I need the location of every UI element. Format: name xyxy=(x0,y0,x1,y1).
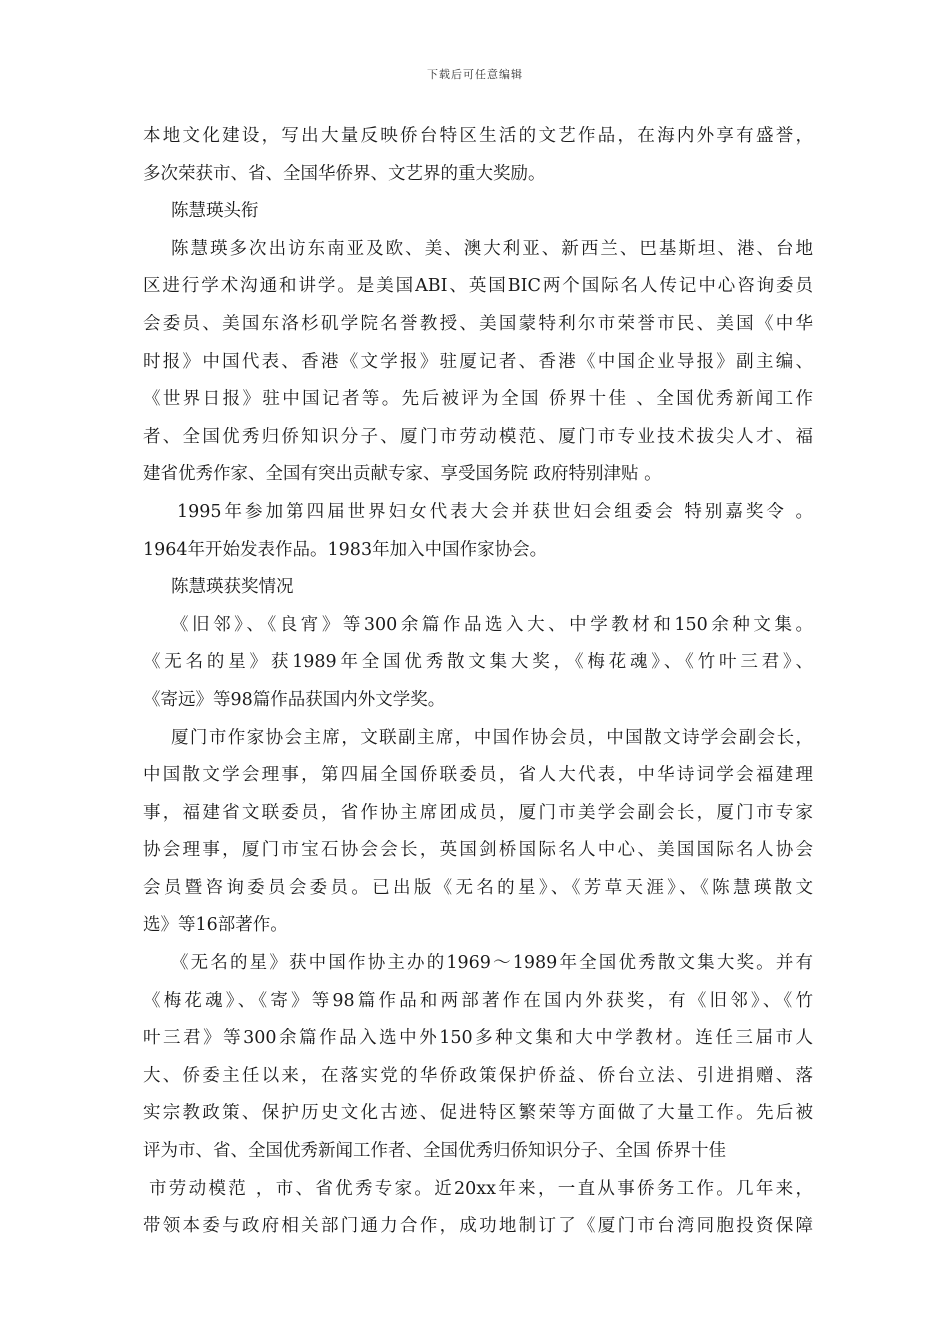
text-line: 区进行学术沟通和讲学。是美国ABI、英国BIC两个国际名人传记中心咨询委员 xyxy=(143,276,813,297)
text-line: 本地文化建设，写出大量反映侨台特区生活的文艺作品，在海内外享有盛誉， xyxy=(143,126,813,146)
text-line: 带领本委与政府相关部门通力合作，成功地制订了《厦门市台湾同胞投资保障 xyxy=(143,1216,813,1237)
text-line: 协会理事，厦门市宝石协会会长，英国剑桥国际名人中心、美国国际名人协会 xyxy=(143,840,813,861)
text-line: 者、全国优秀归侨知识分子、厦门市劳动模范、厦门市专业技术拔尖人才、福 xyxy=(143,426,813,447)
page-header: 下载后可任意编辑 xyxy=(427,68,523,81)
text-line: 《无名的星》获中国作协主办的1969～1989年全国优秀散文集大奖。并有 xyxy=(171,953,813,974)
text-line: 会员暨咨询委员会委员。已出版《无名的星》、《芳草天涯》、《陈慧瑛散文 xyxy=(143,877,813,898)
text-line: 叶三君》等300余篇作品入选中外150多种文集和大中学教材。连任三届市人 xyxy=(143,1028,813,1049)
text-line: 厦门市作家协会主席，文联副主席，中国作协会员，中国散文诗学会副会长， xyxy=(171,727,813,748)
text-line: 《世界日报》驻中国记者等。先后被评为全国 侨界十佳 、全国优秀新闻工作 xyxy=(143,389,813,410)
text-line: 实宗教政策、保护历史文化古迹、促进特区繁荣等方面做了大量工作。先后被 xyxy=(143,1103,813,1124)
text-line: 中国散文学会理事，第四届全国侨联委员，省人大代表，中华诗词学会福建理 xyxy=(143,765,813,786)
text-line: 时报》中国代表、香港《文学报》驻厦记者、香港《中国企业导报》副主编、 xyxy=(143,351,813,372)
text-line: 陈慧瑛多次出访东南亚及欧、美、澳大利亚、新西兰、巴基斯坦、港、台地 xyxy=(171,238,813,259)
text-line: 《梅花魂》、《寄》等98篇作品和两部著作在国内外获奖，有《旧邻》、《竹 xyxy=(143,990,813,1011)
section-heading: 陈慧瑛获奖情况 xyxy=(171,577,294,598)
text-line: 评为市、省、全国优秀新闻工作者、全国优秀归侨知识分子、全国 侨界十佳 xyxy=(143,1141,727,1162)
text-line: 多次荣获市、省、全国华侨界、文艺界的重大奖励。 xyxy=(143,163,546,184)
text-line: 1964年开始发表作品。1983年加入中国作家协会。 xyxy=(143,539,548,560)
text-line: 《旧邻》、《良宵》等300余篇作品选入大、中学教材和150余种文集。 xyxy=(171,614,813,635)
text-line: 《无名的星》获1989年全国优秀散文集大奖，《梅花魂》、《竹叶三君》、 xyxy=(143,652,813,673)
text-line: 市劳动模范 ，市、省优秀专家。近20xx年来，一直从事侨务工作。几年来， xyxy=(149,1178,813,1199)
text-line: 事，福建省文联委员，省作协主席团成员，厦门市美学会副会长，厦门市专家 xyxy=(143,802,813,823)
text-line: 会委员、美国东洛杉矶学院名誉教授、美国蒙特利尔市荣誉市民、美国《中华 xyxy=(143,313,813,334)
text-line: 建省优秀作家、全国有突出贡献专家、享受国务院 政府特别津贴 。 xyxy=(143,464,662,485)
text-line: 1995年参加第四届世界妇女代表大会并获世妇会组委会 特别嘉奖令 。 xyxy=(177,501,813,522)
section-heading: 陈慧瑛头衔 xyxy=(171,201,259,222)
text-line: 《寄远》等98篇作品获国内外文学奖。 xyxy=(143,689,446,710)
text-line: 选》等16部著作。 xyxy=(143,915,288,936)
document-body xyxy=(143,118,813,1246)
text-line: 大、侨委主任以来，在落实党的华侨政策保护侨益、侨台立法、引进捐赠、落 xyxy=(143,1065,813,1086)
